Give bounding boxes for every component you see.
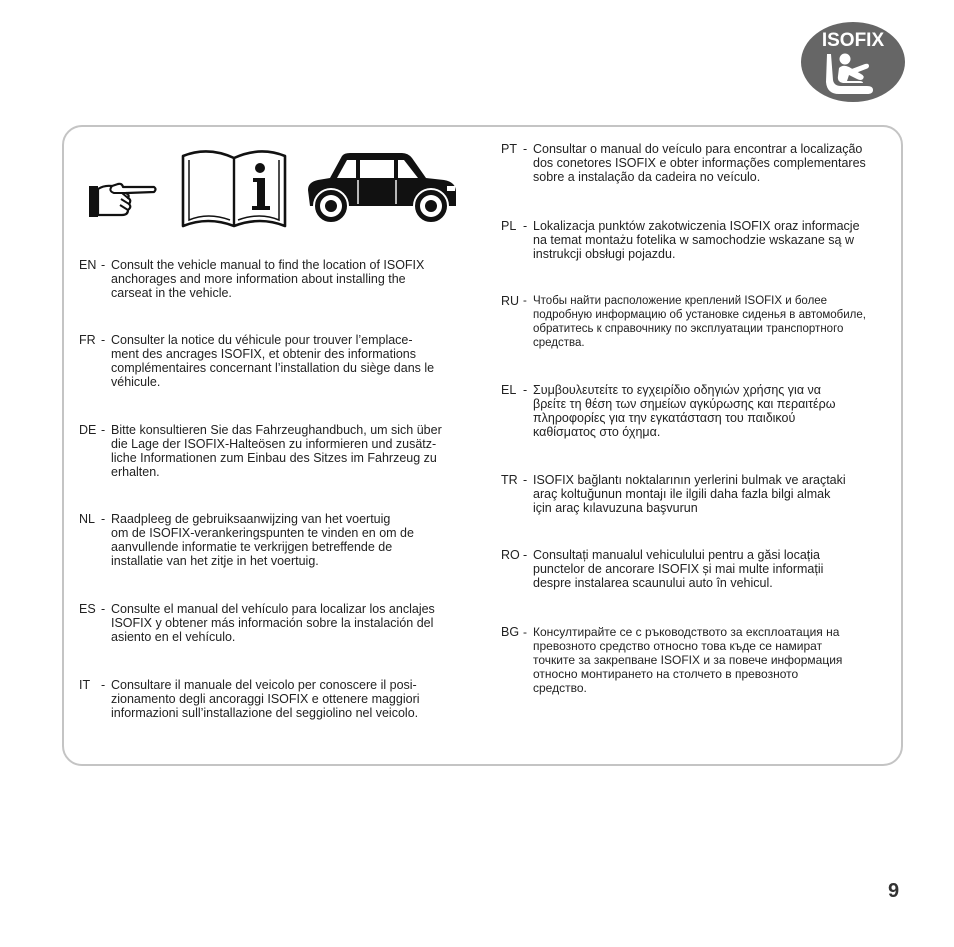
entry-line: Συμβουλευτείτε το εγχειρίδιο οδηγιών χρήσης για να	[533, 383, 822, 397]
entry-line: liche Informationen zum Einbau des Sitzes im Fahrzeug zu	[111, 451, 437, 465]
entry-line: καθίσματος στο όχημα.	[533, 425, 661, 439]
language-code: EN	[79, 258, 97, 272]
entry-line: asiento en el vehículo.	[111, 630, 236, 644]
child-seat-icon	[821, 50, 885, 98]
entry-de: DE - Bitte konsultieren Sie das Fahrzeughandbuch, um sich über die Lage der ISOFIX-Halteösen zu informieren und zusätz- liche Informationen zum Einbau des Sitzes im Fahrzeug zu erhalten.	[79, 423, 442, 479]
entry-line: обратитесь к справочнику по эксплуатации транспортного	[533, 323, 844, 335]
entry-line: подробную информацию об установке сиденья в автомобиле,	[533, 309, 866, 321]
pointing-hand-icon	[88, 181, 158, 219]
entry-line: erhalten.	[111, 465, 160, 479]
entry-pt: PT - Consultar o manual do veículo para encontrar a localização dos conetores ISOFIX e obter informações complementares sobre a instalação da cadeira no veículo.	[501, 142, 866, 184]
entry-line: Raadpleeg de gebruiksaanwijzing van het voertuig	[111, 512, 391, 526]
page-number: 9	[888, 880, 900, 902]
entry-line: despre instalarea scaunului auto în vehicul.	[533, 576, 773, 590]
entry-line: Консултирайте се с ръководството за експлоатация на	[533, 625, 840, 639]
entry-line: om de ISOFIX-verankeringspunten te vinden en om de	[111, 526, 414, 540]
entry-pl: PL - Lokalizacja punktów zakotwiczenia ISOFIX oraz informacje na temat montażu fotelika w samochodzie wskazane są w instrukcji obsługi pojazdu.	[501, 219, 860, 261]
entry-line: Consult the vehicle manual to find the location of ISOFIX	[111, 258, 425, 272]
entry-line: ISOFIX y obtener más información sobre la instalación del	[111, 616, 434, 630]
entry-line: dos conetores ISOFIX e obter informações complementares	[533, 156, 866, 170]
entry-line: installatie van het zitje in het voertuig.	[111, 554, 319, 568]
entry-en: EN - Consult the vehicle manual to find the location of ISOFIX anchorages and more information about installing the carseat in the vehicle.	[79, 258, 425, 300]
entry-line: πληροφορίες για την εγκατάσταση του παιδικού	[533, 411, 796, 425]
entry-el: EL - Συμβουλευτείτε το εγχειρίδιο οδηγιών χρήσης για να βρείτε τη θέση των σημείων αγκύρωσης και περαιτέρω πληροφορίες για την εγκατάσταση του παιδικού καθίσματος στο όχημα.	[501, 383, 836, 439]
isofix-badge	[801, 22, 905, 102]
entry-line: средства.	[533, 337, 585, 349]
entry-line: sobre a instalação da cadeira no veículo.	[533, 170, 761, 184]
isofix-badge-label: ISOFIX	[821, 30, 885, 51]
entry-it: IT - Consultare il manuale del veicolo per conoscere il posi- zionamento degli ancoraggi ISOFIX e ottenere maggiori informazioni sull’installazione del seggiolino nel veicolo.	[79, 678, 420, 720]
language-code: NL	[79, 512, 95, 526]
entry-line: informazioni sull’installazione del seggiolino nel veicolo.	[111, 706, 419, 720]
entry-line: средство.	[533, 681, 587, 695]
language-code: FR	[79, 333, 96, 347]
entry-line: Bitte konsultieren Sie das Fahrzeughandbuch, um sich über	[111, 423, 442, 437]
entry-line: точките за закрепване ISOFIX и за повече информация	[533, 653, 843, 667]
entry-line: die Lage der ISOFIX-Halteösen zu informieren und zusätz-	[111, 437, 437, 451]
entry-bg: BG - Консултирайте се с ръководството за експлоатация на превозното средство относно това къде се намират точките за закрепване ISOFIX и за повече информация относно монтирането на столчето в превозното средство.	[501, 625, 843, 695]
entry-line: Consulter la notice du véhicule pour trouver l’emplace-	[111, 333, 413, 347]
entry-line: ISOFIX bağlantı noktalarının yerlerini bulmak ve araçtaki	[533, 473, 846, 487]
entry-line: na temat montażu fotelika w samochodzie wskazane są w	[533, 233, 854, 247]
entry-tr: TR - ISOFIX bağlantı noktalarının yerlerini bulmak ve araçtaki araç koltuğunun montajı ile ilgili daha fazla bilgi almak için araç kılavuzuna başvurun	[501, 473, 846, 515]
entry-line: véhicule.	[111, 375, 161, 389]
entry-line: Чтобы найти расположение креплений ISOFIX и более	[533, 295, 828, 307]
language-code: RU	[501, 294, 520, 308]
entry-line: Consultați manualul vehiculului pentru a găsi locația	[533, 548, 820, 562]
language-code: EL	[501, 383, 517, 397]
language-code: BG	[501, 625, 520, 639]
language-code: PT	[501, 142, 517, 156]
language-code: PL	[501, 219, 517, 233]
entry-line: ment des ancrages ISOFIX, et obtenir des informations	[111, 347, 417, 361]
entry-ru: RU - Чтобы найти расположение креплений ISOFIX и более подробную информацию об установке сиденья в автомобиле, обратитесь к справочнику по эксплуатации транспортного средства.	[501, 294, 866, 349]
entry-line: βρείτε τη θέση των σημείων αγκύρωσης και περαιτέρω	[533, 397, 836, 411]
entry-line: carseat in the vehicle.	[111, 286, 232, 300]
entry-line: punctelor de ancorare ISOFIX și mai multe informații	[533, 562, 824, 576]
entry-line: Consultare il manuale del veicolo per conoscere il posi-	[111, 678, 417, 692]
entry-line: için araç kılavuzuna başvurun	[533, 501, 698, 515]
car-icon	[304, 150, 460, 228]
entry-line: complémentaires concernant l’installation du siège dans le	[111, 361, 435, 375]
entry-line: превозното средство относно това къде се намират	[533, 639, 823, 653]
entry-fr: FR - Consulter la notice du véhicule pour trouver l’emplace- ment des ancrages ISOFIX, et obtenir des informations complémentaires concernant l’installation du siège dans le véhicule.	[79, 333, 435, 389]
entry-line: Lokalizacja punktów zakotwiczenia ISOFIX oraz informacje	[533, 219, 860, 233]
entry-ro: RO - Consultați manualul vehiculului pentru a găsi locația punctelor de ancorare ISOFIX și mai multe informații despre instalarea scaunului auto în vehicul.	[501, 548, 824, 590]
manual-book-icon	[180, 148, 288, 228]
entry-nl: NL - Raadpleeg de gebruiksaanwijzing van het voertuig om de ISOFIX-verankeringspunten te vinden en om de aanvullende informatie te verkrijgen betreffende de installatie van het zitje in het voertuig.	[79, 512, 414, 568]
entry-line: aanvullende informatie te verkrijgen betreffende de	[111, 540, 393, 554]
language-code: RO	[501, 548, 520, 562]
entry-line: araç koltuğunun montajı ile ilgili daha fazla bilgi almak	[533, 487, 831, 501]
entry-line: anchorages and more information about installing the	[111, 272, 406, 286]
entry-line: instrukcji obsługi pojazdu.	[533, 247, 676, 261]
language-code: IT	[79, 678, 91, 692]
entry-es: ES - Consulte el manual del vehículo para localizar los anclajes ISOFIX y obtener más información sobre la instalación del asiento en el vehículo.	[79, 602, 435, 644]
entry-line: zionamento degli ancoraggi ISOFIX e ottenere maggiori	[111, 692, 420, 706]
entry-line: Consulte el manual del vehículo para localizar los anclajes	[111, 602, 435, 616]
entry-line: относно монтирането на столчето в превозното	[533, 667, 799, 681]
language-code: ES	[79, 602, 96, 616]
entry-line: Consultar o manual do veículo para encontrar a localização	[533, 142, 863, 156]
language-code: TR	[501, 473, 518, 487]
language-code: DE	[79, 423, 97, 437]
